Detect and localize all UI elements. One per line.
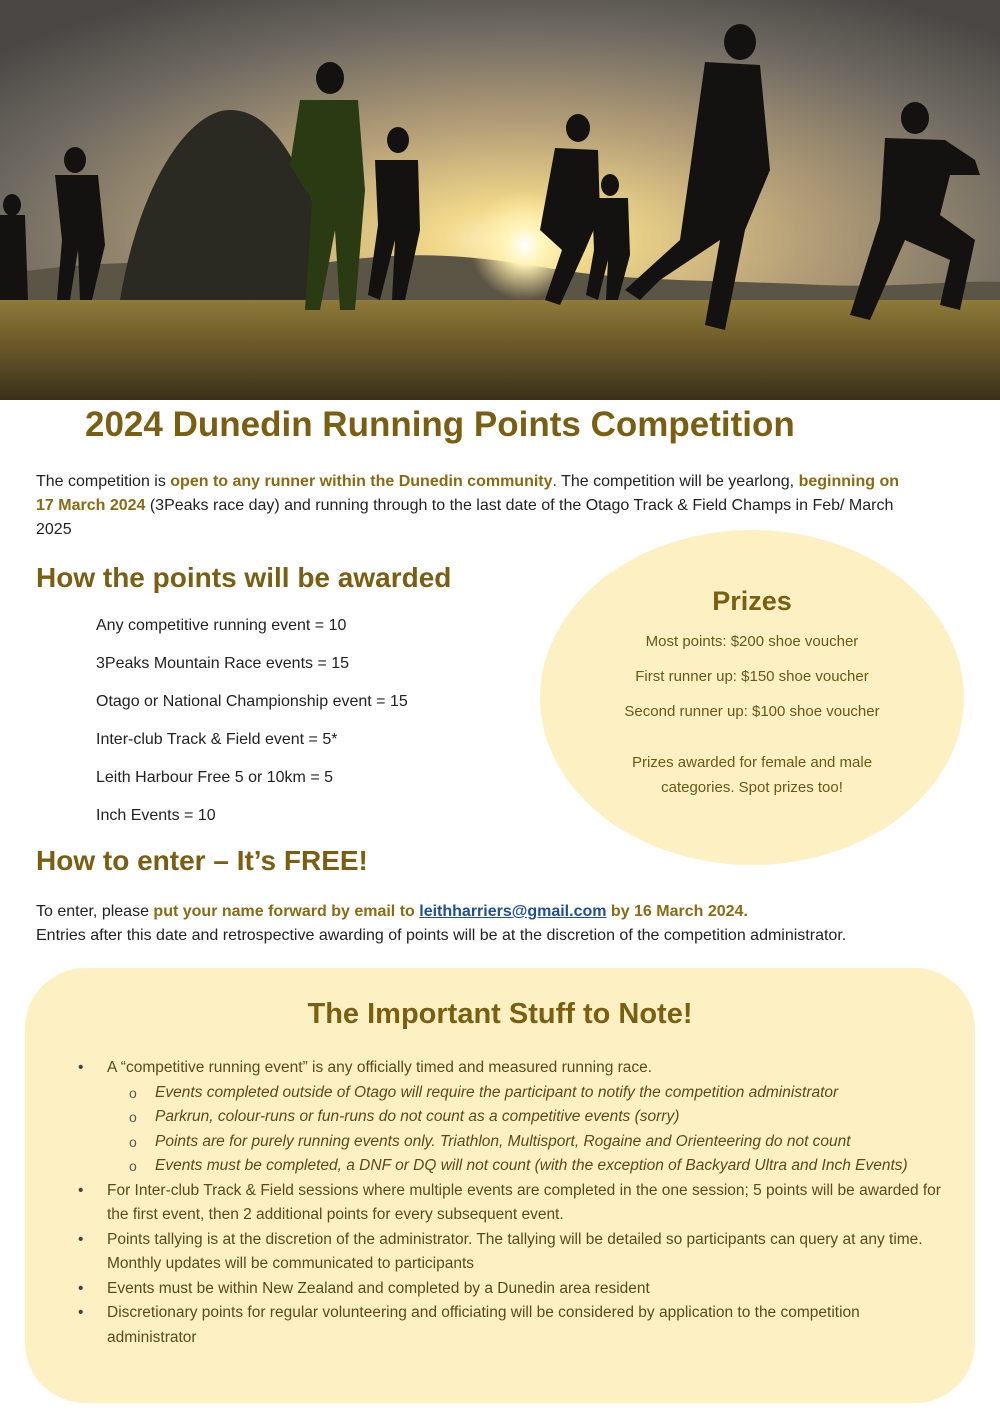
prizes-note-line: categories. Spot prizes too!	[661, 779, 843, 796]
important-item: • Points tallying is at the discretion of the administrator. The tallying will be detailed so participants can query at any time. Monthly updates will be communicated to participants	[50, 1228, 950, 1277]
points-item: Leith Harbour Free 5 or 10km = 5	[96, 769, 334, 786]
prize-item: Second runner up: $100 shoe voucher	[624, 703, 880, 720]
enter-heading: How to enter – It’s FREE!	[36, 845, 368, 876]
prizes-panel	[540, 530, 964, 865]
important-sub-item: o Events completed outside of Otago will require the participant to notify the competition administrator	[107, 1081, 950, 1106]
important-item: • Discretionary points for regular volunteering and officiating will be considered by application to the competition administrator	[50, 1301, 950, 1350]
important-sub-list	[107, 1081, 950, 1179]
email-link[interactable]: leithharriers@gmail.com	[419, 903, 607, 920]
hero-image	[0, 0, 1000, 400]
points-item: Any competitive running event = 10	[96, 617, 347, 634]
prizes-note-line: Prizes awarded for female and male	[631, 754, 873, 771]
points-item: Otago or National Championship event = 15	[96, 693, 408, 710]
points-list	[96, 615, 408, 843]
enter-paragraph: To enter, please put your name forward by email to leithharriers@gmail.com by 16 March 2024. Entries after this date and retrospective awarding of points will be at the discretion of the competition administrator.	[36, 903, 847, 944]
important-heading: The Important Stuff to Note!	[307, 998, 693, 1030]
important-sub-item: o Parkrun, colour-runs or fun-runs do not count as a competitive events (sorry)	[107, 1105, 950, 1130]
important-list	[50, 1056, 950, 1350]
important-item: • For Inter-club Track & Field sessions where multiple events are completed in the one session; 5 points will be awarded for the first event, then 2 additional points for every subsequent event.	[50, 1179, 950, 1228]
points-heading: How the points will be awarded	[36, 562, 452, 593]
important-item: • Events must be within New Zealand and completed by a Dunedin area resident	[50, 1277, 950, 1302]
prize-item: First runner up: $150 shoe voucher	[635, 668, 869, 685]
runners-sunset-photo	[0, 0, 1000, 400]
intro-paragraph: The competition is open to any runner within the Dunedin community. The competition will be yearlong, beginning on 17 March 2024 (3Peaks race day) and running through to the last date of the Otago Track & Field Champs in Feb/ March 2025	[36, 473, 899, 538]
prizes-heading: Prizes	[712, 586, 792, 616]
important-item: • A “competitive running event” is any officially timed and measured running race. o Events completed outside of Otago will require the participant to notify the competition administrator o Parkrun, colour-runs or fun-runs do not count as a competitive events (sorry) o Points are for purely running events only. Triathlon, Multisport, Rogaine and Orienteering do not count o Events must be completed, a DNF or DQ will not count (with the exception of Backyard Ultra and Inch Events)	[50, 1056, 950, 1179]
page-title: 2024 Dunedin Running Points Competition	[85, 405, 795, 444]
points-item: Inter-club Track & Field event = 5*	[96, 731, 338, 748]
points-item: Inch Events = 10	[96, 807, 216, 824]
important-sub-item: o Points are for purely running events only. Triathlon, Multisport, Rogaine and Orienteering do not count	[107, 1130, 950, 1155]
important-sub-item: o Events must be completed, a DNF or DQ will not count (with the exception of Backyard Ultra and Inch Events)	[107, 1154, 950, 1179]
important-notes-panel	[25, 968, 975, 1403]
prize-item: Most points: $200 shoe voucher	[645, 633, 859, 650]
points-item: 3Peaks Mountain Race events = 15	[96, 655, 350, 672]
